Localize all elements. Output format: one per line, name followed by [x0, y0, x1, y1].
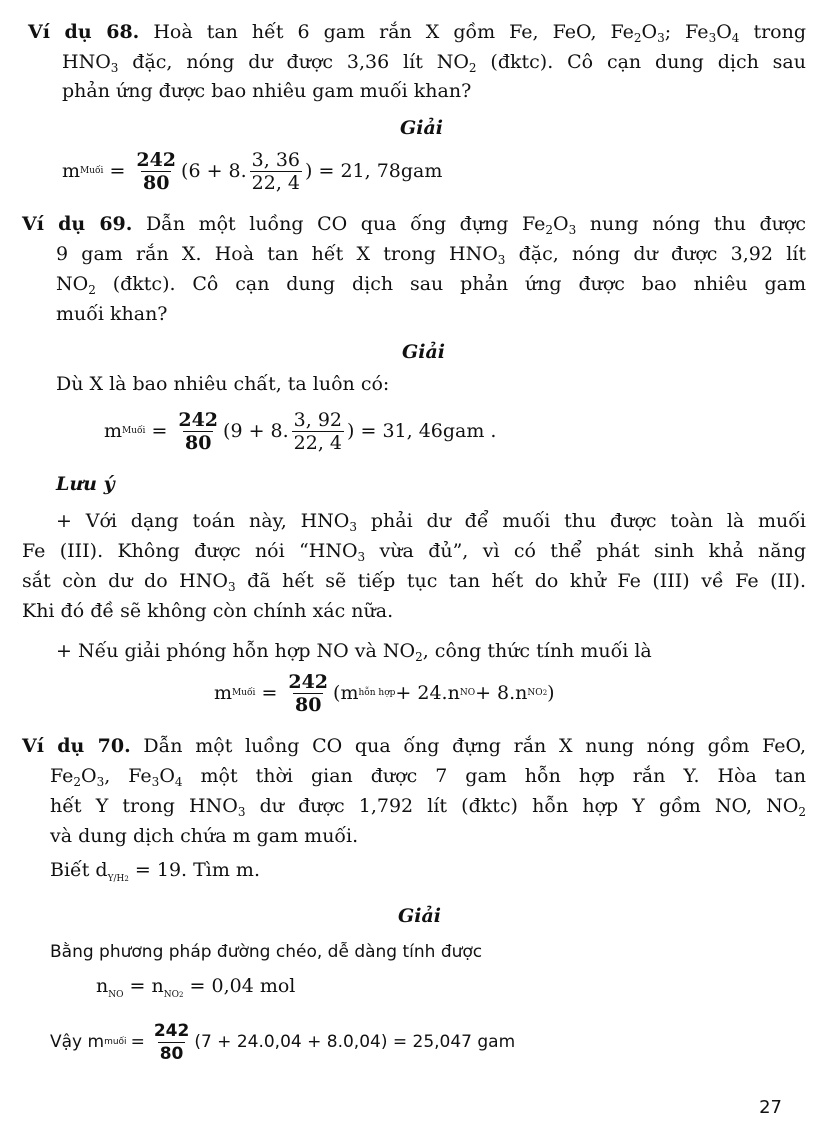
ex70-solution-heading: Giải	[398, 905, 441, 927]
ex70-line-4: và dung dịch chứa m gam muối.	[50, 825, 359, 847]
ex70-line-2: $Fe_2O_3$, $Fe_3O_4$ một thời gian được 7 gam hỗn hợp rắn Y. Hòa tan	[50, 765, 806, 789]
ex70-line-1: Ví dụ 70. Dẫn một luồng CO qua ống đựng rắn X nung nóng gồm FeO,	[22, 735, 807, 757]
ex70-final-formula: Vậy m muối = $\frac{242}{80}$ (7 + 24.0,04 + 8.0,04) = 25,047 gam	[50, 1020, 516, 1064]
ex69-line-3: $NO_2$ (đktc). Cô cạn dung dịch sau phản ứng được bao nhiêu gam	[56, 273, 806, 297]
ex68-line-3: phản ứng được bao nhiêu gam muối khan?	[62, 80, 472, 102]
ex69-solution-heading: Giải	[402, 341, 445, 363]
ex69-line-4: muối khan?	[56, 303, 168, 325]
ex70-given: Biết $d_{Y/H2} = 19$. Tìm m.	[50, 859, 260, 884]
ex68-line-2: $HNO_3$ đặc, nóng dư được 3,36 lít $NO_2$ (đktc). Cô cạn dung dịch sau	[62, 51, 806, 75]
ex70-method: Bằng phương pháp đường chéo, dễ dàng tính được	[50, 942, 483, 962]
note-p1-line-4: Khi đó đề sẽ không còn chính xác nữa.	[22, 600, 394, 622]
ex69-line-2: 9 gam rắn X. Hoà tan hết X trong $HNO_3$ đặc, nóng dư được 3,92 lít	[56, 243, 806, 267]
ex68-label: Ví dụ 68.	[28, 21, 140, 43]
ex70-moles: $n_{NO} = n_{NO2} = 0,04$ mol	[96, 975, 296, 1000]
note-p1-line-3: sắt còn dư do $HNO_3$ đã hết sẽ tiếp tục tan hết do khử Fe (III) về Fe (II).	[22, 570, 806, 594]
page-number: 27	[759, 1097, 782, 1118]
note-p1-line-2: Fe (III). Không được nói “$HNO_3$ vừa đủ”, vì có thể phát sinh khả năng	[22, 540, 807, 564]
note-p1-line-1: + Với dạng toán này, $HNO_3$ phải dư để muối thu được toàn là muối	[56, 510, 806, 534]
ex69-formula: m Muối = $\frac{242}{80}$ (9 + 8. $\frac{3, 92}{22, 4}$ ) = 31, 46gam .	[104, 408, 497, 454]
note-p2: + Nếu giải phóng hỗn hợp NO và $NO_2$, công thức tính muối là	[56, 640, 652, 664]
note-formula: m Muối = $\frac{242}{80}$ (m hỗn hợp + 24.n NO + 8.n NO2 )	[214, 670, 555, 716]
ex69-intro: Dù X là bao nhiêu chất, ta luôn có:	[56, 373, 390, 395]
ex69-line-1: Ví dụ 69. Dẫn một luồng CO qua ống đựng $Fe_2O_3$ nung nóng thu được	[22, 213, 807, 237]
ex68-line-1: Ví dụ 68. Hoà tan hết 6 gam rắn X gồm Fe, FeO, $Fe_2O_3$; $Fe_3O_4$ trong	[28, 21, 806, 45]
ex68-formula: m Muối = $\frac{242}{80}$ (6 + 8. $\frac{3, 36}{22, 4}$ ) = 21, 78gam	[62, 148, 443, 194]
ex68-solution-heading: Giải	[400, 117, 443, 139]
ex70-label: Ví dụ 70.	[22, 735, 131, 757]
ex70-line-3: hết Y trong $HNO_3$ dư được 1,792 lít (đktc) hỗn hợp Y gồm NO, $NO_2$	[50, 795, 806, 819]
ex69-label: Ví dụ 69.	[22, 213, 133, 235]
note-heading: Lưu ý	[56, 473, 115, 495]
